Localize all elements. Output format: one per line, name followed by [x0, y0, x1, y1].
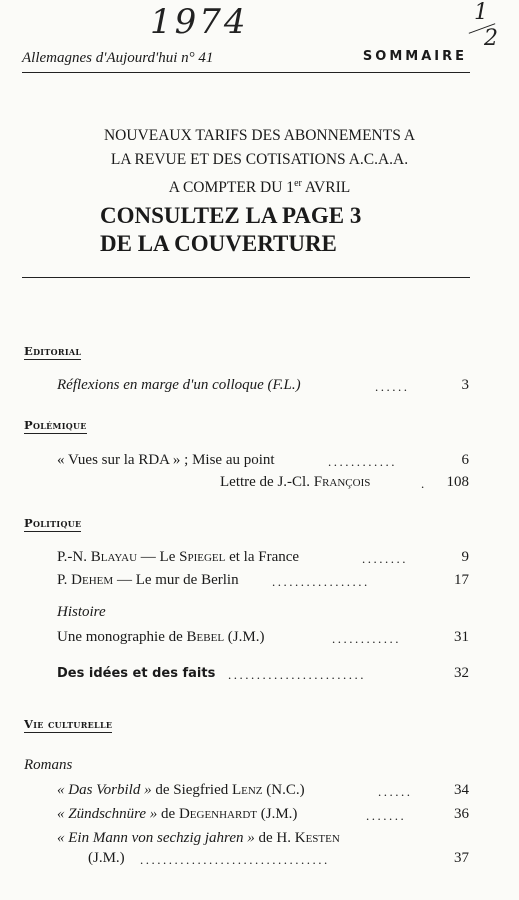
ein-mann-author: Kesten: [294, 830, 340, 846]
notice-line-3-pre: A COMPTER DU 1: [168, 179, 295, 197]
zundschnure-pre: de: [157, 806, 179, 822]
toc-entry-bebel: [57, 629, 264, 646]
sommaire-heading: SOMMAIRE: [362, 49, 467, 64]
leader-dots: ............: [332, 631, 401, 646]
notice-line-3: [0, 172, 519, 200]
page-number: 108: [446, 474, 469, 490]
vorbild-title: « Das Vorbild »: [57, 782, 152, 798]
author-dehem: P. Dehem: [57, 572, 114, 588]
toc-entry-ein-mann: [57, 830, 340, 847]
spiegel-name: Spiegel: [179, 549, 226, 565]
page-number: 37: [454, 850, 469, 866]
vorbild-pre: de Siegfried: [151, 782, 232, 798]
leader-dots: .: [421, 476, 427, 491]
page-number: 3: [461, 377, 469, 393]
leader-dots: ......: [375, 379, 410, 394]
section-politique-heading: Politique: [24, 516, 82, 530]
leader-dots: ......: [378, 784, 413, 799]
notice-line-2: LA REVUE ET DES COTISATIONS A.C.A.A.: [110, 151, 409, 168]
leader-dots: .................: [272, 574, 370, 589]
toc-entry-zundschnure: [57, 806, 297, 823]
page-number: 31: [454, 629, 469, 645]
page-number: 32: [454, 665, 469, 681]
spiegel-pre: — Le: [137, 549, 180, 565]
ein-mann-title: « Ein Mann von sechzig jahren »: [57, 830, 255, 846]
toc-entry-idees-faits: Des idées et des faits: [57, 666, 216, 681]
toc-entry-mur-berlin: [57, 572, 239, 589]
zundschnure-post: (J.M.): [257, 806, 298, 822]
section-polemique-heading: Polémique: [24, 418, 87, 432]
notice-line-1: NOUVEAUX TARIFS DES ABONNEMENTS A: [103, 127, 416, 144]
lettre-text: Lettre de J.-Cl.: [220, 474, 314, 490]
lettre-author: François: [313, 474, 371, 490]
vorbild-author: Lenz: [231, 782, 263, 798]
toc-entry-lettre: [220, 474, 370, 491]
toc-entry-reflexions: Réflexions en marge d'un colloque (F.L.): [57, 377, 301, 393]
toc-entry-spiegel: [57, 549, 299, 566]
vorbild-post: (N.C.): [262, 782, 305, 798]
notice-line-4: CONSULTEZ LA PAGE 3: [100, 203, 362, 228]
zundschnure-title: « Zündschnüre »: [57, 806, 158, 822]
toc-entry-vues-rda: « Vues sur la RDA » ; Mise au point: [57, 452, 275, 468]
zundschnure-author: Degenhardt: [178, 806, 257, 822]
bebel-pre: Une monographie de: [57, 629, 187, 645]
bebel-name: Bebel: [186, 629, 225, 645]
section-vie-culturelle-heading: Vie culturelle: [24, 717, 113, 731]
page-number: 36: [454, 806, 469, 822]
page-number: 34: [454, 782, 469, 798]
notice-line-3-sup: er: [294, 178, 302, 189]
toc-entry-ein-mann-line2: (J.M.): [88, 850, 125, 866]
leader-dots: ........................: [228, 667, 366, 682]
page-number: 9: [461, 549, 469, 565]
notice-rule: [22, 277, 470, 278]
handwritten-year: 1974: [150, 2, 249, 42]
section-editorial-heading: Editorial: [24, 344, 82, 358]
leader-dots: ........: [362, 551, 408, 566]
bebel-post: (J.M.): [224, 629, 265, 645]
notice-line-5: DE LA COUVERTURE: [100, 231, 337, 256]
page-number: 6: [461, 452, 469, 468]
handwritten-fraction-top: 1: [474, 0, 488, 25]
toc-entry-vorbild: [57, 782, 305, 799]
notice-line-3-post: AVRIL: [301, 179, 351, 197]
leader-dots: .......: [366, 808, 407, 823]
ein-mann-pre: de H.: [254, 830, 295, 846]
handwritten-fraction-bottom: 2: [484, 26, 498, 51]
subsection-romans: Romans: [24, 757, 73, 773]
mur-title: — Le mur de Berlin: [113, 572, 239, 588]
leader-dots: ............: [328, 454, 397, 469]
header-rule: [22, 72, 470, 73]
spiegel-post: et la France: [225, 549, 300, 565]
author-blayau: P.-N. Blayau: [57, 549, 138, 565]
page-number: 17: [454, 572, 469, 588]
leader-dots: .................................: [140, 852, 330, 867]
journal-issue-title: Allemagnes d'Aujourd'hui n° 41: [22, 50, 214, 66]
subsection-histoire: Histoire: [57, 604, 106, 620]
